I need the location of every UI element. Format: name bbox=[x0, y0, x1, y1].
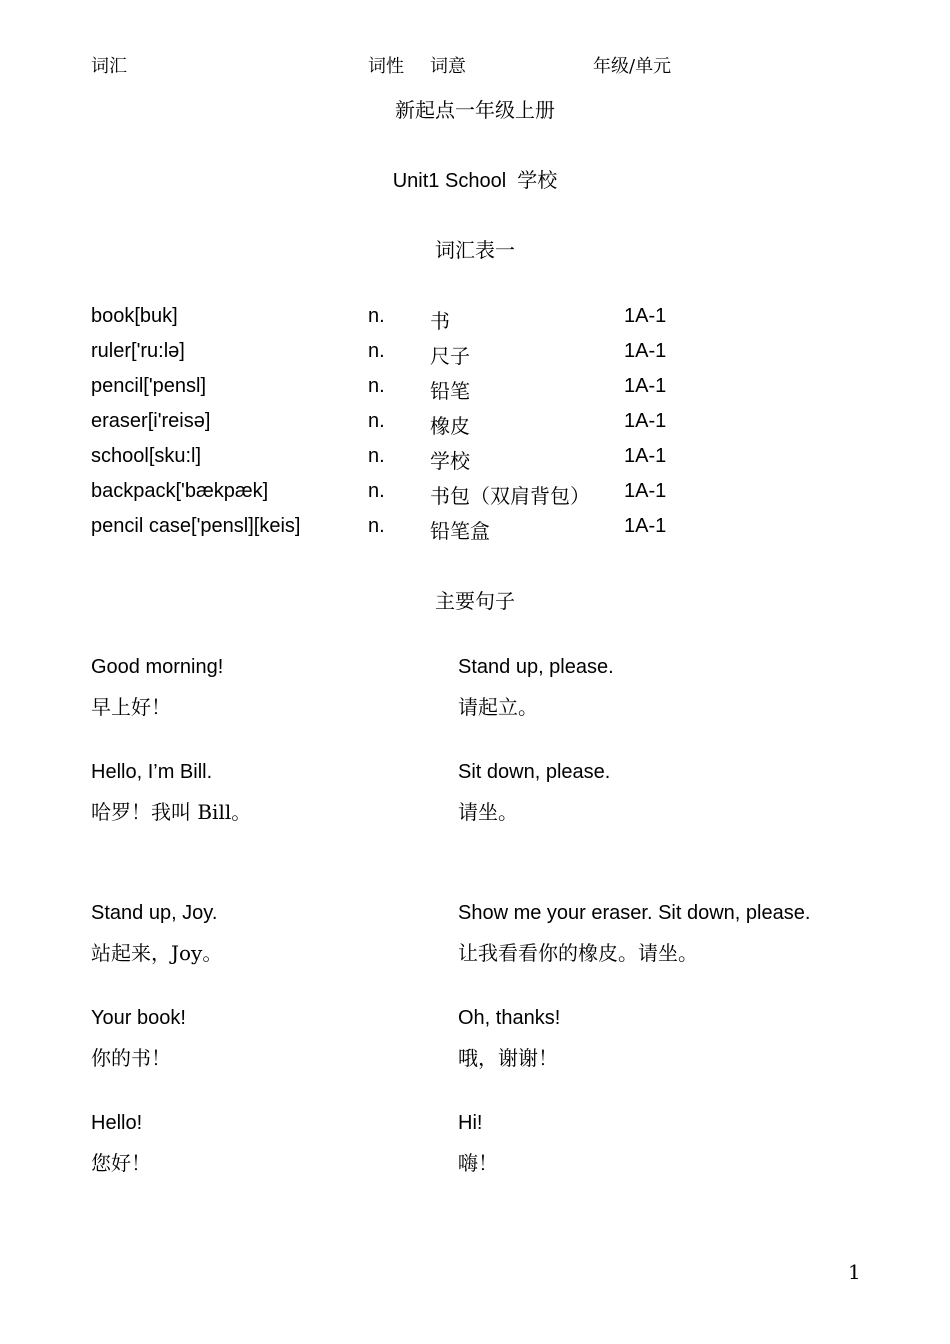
vocab-pos: n. bbox=[368, 305, 385, 327]
vocab-meaning: 书包（双肩背包） bbox=[430, 484, 590, 508]
sentence-chinese: 你的书！ bbox=[91, 1046, 171, 1070]
sentence-chinese: 站起来，Joy。 bbox=[91, 941, 223, 965]
vocab-row bbox=[0, 445, 950, 480]
vocab-word: book[buk] bbox=[91, 305, 178, 327]
sentence-chinese: 您好！ bbox=[91, 1151, 151, 1175]
vocab-row bbox=[0, 340, 950, 375]
sentence-english: Sit down, please. bbox=[458, 761, 611, 783]
unit-title: Unit1 School 学校 bbox=[392, 170, 558, 192]
vocab-unit: 1A-1 bbox=[624, 305, 667, 327]
vocab-pos: n. bbox=[368, 515, 385, 537]
vocab-unit: 1A-1 bbox=[624, 445, 667, 467]
sentence-chinese: 哈罗！我叫 Bill。 bbox=[91, 800, 252, 824]
sentence-chinese: 请坐。 bbox=[458, 800, 518, 824]
sentence-english: Your book! bbox=[91, 1007, 186, 1029]
header-vocab: 词汇 bbox=[91, 56, 127, 77]
vocab-meaning: 尺子 bbox=[430, 344, 470, 368]
sentence-english: Good morning! bbox=[91, 656, 224, 678]
vocab-meaning: 学校 bbox=[430, 449, 470, 473]
vocab-word: school[sku:l] bbox=[91, 445, 202, 467]
vocab-pos: n. bbox=[368, 340, 385, 362]
sentence-english: Hi! bbox=[458, 1112, 483, 1134]
sentence-english: Stand up, Joy. bbox=[91, 902, 218, 924]
sentence-chinese: 请起立。 bbox=[458, 695, 538, 719]
sentence-chinese: 嗨！ bbox=[458, 1151, 498, 1175]
sentence-english: Oh, thanks! bbox=[458, 1007, 561, 1029]
header-part-of-speech: 词性 bbox=[368, 56, 404, 77]
vocab-unit: 1A-1 bbox=[624, 340, 667, 362]
vocab-unit: 1A-1 bbox=[624, 375, 667, 397]
vocab-meaning: 铅笔盒 bbox=[430, 519, 490, 543]
sentence-english: Stand up, please. bbox=[458, 656, 614, 678]
sentence-english: Show me your eraser. Sit down, please. bbox=[458, 902, 811, 924]
vocab-pos: n. bbox=[368, 375, 385, 397]
header-meaning: 词意 bbox=[430, 56, 466, 77]
vocab-meaning: 书 bbox=[430, 309, 450, 333]
sentence-chinese: 早上好！ bbox=[91, 695, 171, 719]
sentence-english: Hello, I’m Bill. bbox=[91, 761, 213, 783]
vocab-row bbox=[0, 305, 950, 340]
vocab-pos: n. bbox=[368, 410, 385, 432]
vocab-pos: n. bbox=[368, 445, 385, 467]
vocab-word: pencil['pensl] bbox=[91, 375, 206, 397]
vocab-word: ruler['ru:lə] bbox=[91, 340, 185, 362]
sentence-chinese: 哦，谢谢！ bbox=[458, 1046, 558, 1070]
book-title: 新起点一年级上册 bbox=[395, 98, 555, 122]
vocab-row bbox=[0, 515, 950, 550]
vocab-unit: 1A-1 bbox=[624, 515, 667, 537]
header-grade-unit: 年级/单元 bbox=[593, 56, 672, 77]
sentence-english: Hello! bbox=[91, 1112, 143, 1134]
sentences-heading: 主要句子 bbox=[435, 589, 515, 613]
vocab-word: backpack['bækpæk] bbox=[91, 480, 269, 502]
vocab-word: pencil case['pensl][keis] bbox=[91, 515, 301, 537]
vocab-unit: 1A-1 bbox=[624, 410, 667, 432]
vocab-meaning: 铅笔 bbox=[430, 379, 470, 403]
vocab-pos: n. bbox=[368, 480, 385, 502]
vocab-unit: 1A-1 bbox=[624, 480, 667, 502]
sentence-chinese: 让我看看你的橡皮。请坐。 bbox=[458, 941, 698, 965]
vocab-heading: 词汇表一 bbox=[435, 238, 515, 262]
vocab-meaning: 橡皮 bbox=[430, 414, 470, 438]
vocab-row bbox=[0, 480, 950, 515]
vocab-row bbox=[0, 375, 950, 410]
page-number: 1 bbox=[848, 1260, 861, 1284]
vocab-word: eraser[i'reisə] bbox=[91, 410, 211, 432]
vocab-row bbox=[0, 410, 950, 445]
